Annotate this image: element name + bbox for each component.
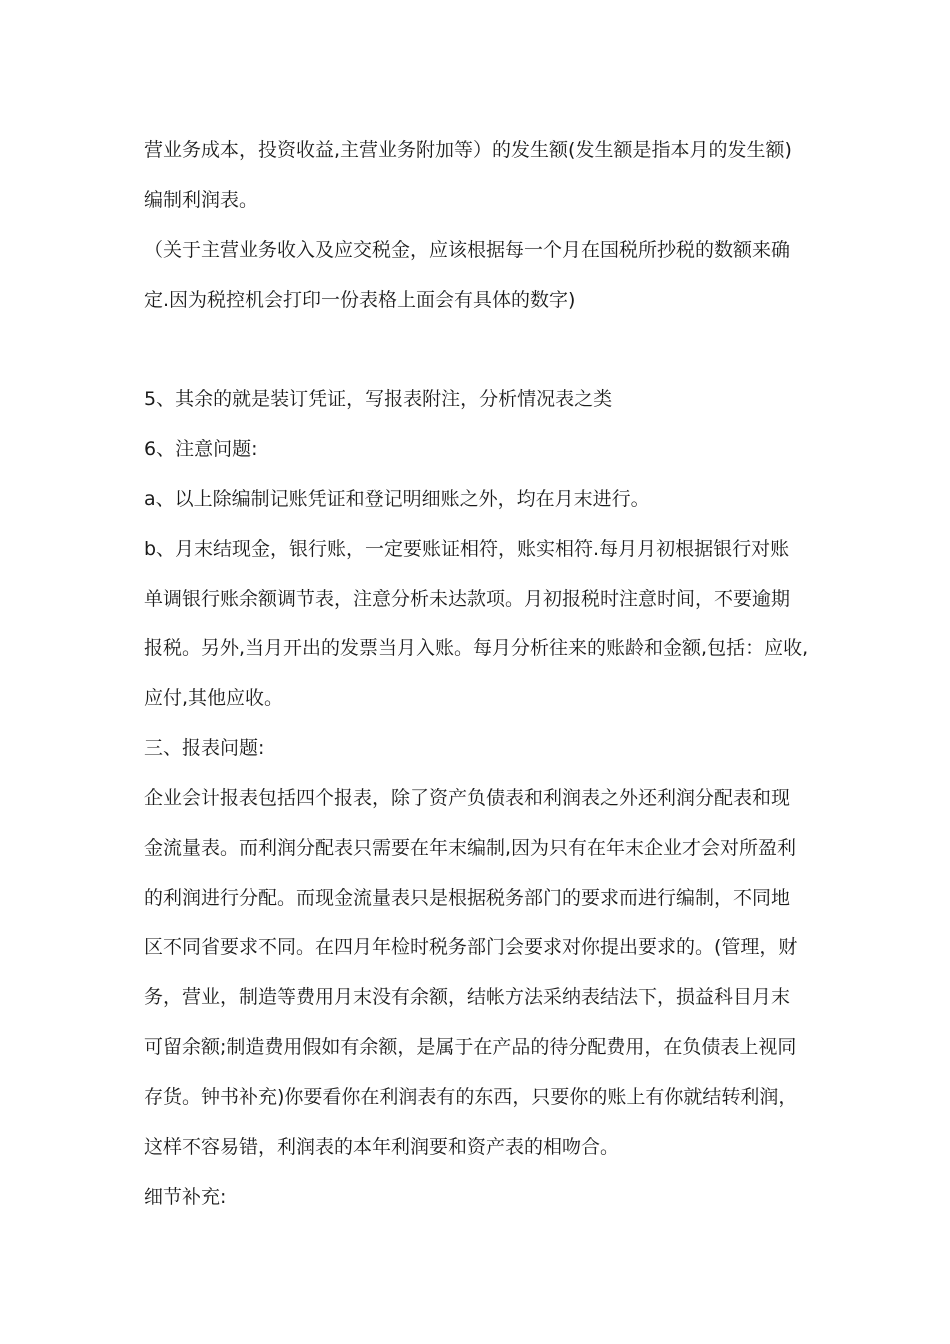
text-line: 6、注意问题:	[144, 438, 258, 460]
text-line: 金流量表。而利润分配表只需要在年末编制,因为只有在年末企业才会对所盈利	[144, 837, 797, 859]
text-line: 单调银行账余额调节表，注意分析未达款项。月初报税时注意时间，不要逾期	[144, 588, 791, 610]
text-line: 务，营业，制造等费用月末没有余额，结帐方法采纳表结法下，损益科目月末	[144, 986, 791, 1008]
text-line: 可留余额;制造费用假如有余额，是属于在产品的待分配费用，在负债表上视同	[144, 1036, 797, 1058]
text-line: 的利润进行分配。而现金流量表只是根据税务部门的要求而进行编制，不同地	[144, 887, 791, 909]
text-line: b、月末结现金，银行账，一定要账证相符，账实相符.每月月初根据银行对账	[144, 538, 790, 560]
section-heading: 三、报表问题:	[144, 737, 265, 759]
text-line: 存货。钟书补充)你要看你在利润表有的东西，只要你的账上有你就结转利润，	[144, 1086, 798, 1108]
text-line: （关于主营业务收入及应交税金，应该根据每一个月在国税所抄税的数额来确	[144, 239, 791, 261]
text-line: 编制利润表。	[144, 189, 259, 211]
text-line: 应付,其他应收。	[144, 687, 284, 709]
text-line: 细节补充:	[144, 1186, 227, 1208]
text-line: 营业务成本，投资收益,主营业务附加等）的发生额(发生额是指本月的发生额)	[144, 139, 792, 161]
text-line: a、以上除编制记账凭证和登记明细账之外，均在月末进行。	[144, 488, 650, 510]
text-line: 区不同省要求不同。在四月年检时税务部门会要求对你提出要求的。(管理，财	[144, 936, 798, 958]
text-line: 报税。另外,当月开出的发票当月入账。每月分析往来的账龄和金额,包括：应收,	[144, 637, 809, 659]
text-line: 5、其余的就是装订凭证，写报表附注，分析情况表之类	[144, 388, 613, 410]
text-line: 这样不容易错，利润表的本年利润要和资产表的相吻合。	[144, 1136, 620, 1158]
text-line: 企业会计报表包括四个报表，除了资产负债表和利润表之外还利润分配表和现	[144, 787, 791, 809]
text-line: 定.因为税控机会打印一份表格上面会有具体的数字)	[144, 289, 576, 311]
